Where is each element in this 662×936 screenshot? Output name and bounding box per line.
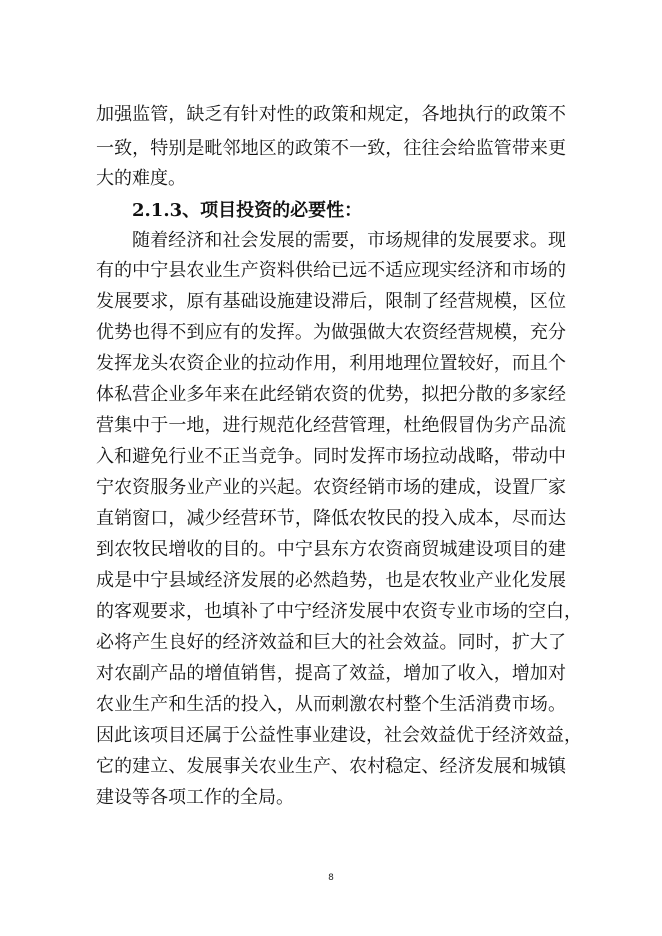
- paragraph-line: 营集中于一地，进行规范化经营管理，杜绝假冒伪劣产品流: [96, 415, 566, 436]
- paragraph-line: 随着经济和社会发展的需要，市场规律的发展要求。现: [132, 230, 566, 251]
- paragraph-line: 对农副产品的增值销售，提高了效益，增加了收入，增加对: [96, 663, 566, 684]
- page-number: 8: [328, 873, 334, 883]
- paragraph-line: 因此该项目还属于公益性事业建设，社会效益优于经济效益，: [96, 725, 582, 746]
- section-heading: 2.1.3、项目投资的必要性：: [132, 200, 363, 221]
- paragraph-line: 宁农资服务业产业的兴起。农资经销市场的建成，设置厂家: [96, 477, 566, 498]
- paragraph-line: 体私营企业多年来在此经销农资的优势，拟把分散的多家经: [96, 384, 566, 405]
- paragraph-line: 有的中宁县农业生产资料供给已远不适应现实经济和市场的: [96, 260, 566, 281]
- paragraph-line: 发挥龙头农资企业的拉动作用，利用地理位置较好，而且个: [96, 353, 566, 374]
- paragraph-line: 到农牧民增收的目的。中宁县东方农资商贸城建设项目的建: [96, 539, 566, 560]
- paragraph-line: 直销窗口，减少经营环节，降低农牧民的投入成本，尽而达: [96, 508, 566, 529]
- paragraph-line: 建设等各项工作的全局。: [96, 787, 294, 808]
- paragraph-line: 的客观要求，也填补了中宁经济发展中农资专业市场的空白，: [96, 601, 582, 622]
- paragraph-line: 一致，特别是毗邻地区的政策不一致，往往会给监管带来更: [96, 138, 566, 159]
- paragraph-line: 入和避免行业不正当竞争。同时发挥市场拉动战略，带动中: [96, 446, 566, 467]
- paragraph-line: 大的难度。: [96, 168, 186, 189]
- paragraph-line: 农业生产和生活的投入，从而刺激农村整个生活消费市场。: [96, 694, 566, 715]
- paragraph-line: 成是中宁县域经济发展的必然趋势，也是农牧业产业化发展: [96, 570, 566, 591]
- paragraph-line: 优势也得不到应有的发挥。为做强做大农资经营规模，充分: [96, 322, 566, 343]
- paragraph-line: 发展要求，原有基础设施建设滞后，限制了经营规模，区位: [96, 291, 566, 312]
- paragraph-line: 加强监管，缺乏有针对性的政策和规定，各地执行的政策不: [96, 104, 566, 125]
- paragraph-line: 必将产生良好的经济效益和巨大的社会效益。同时，扩大了: [96, 632, 566, 653]
- paragraph-line: 它的建立、发展事关农业生产、农村稳定、经济发展和城镇: [96, 756, 566, 777]
